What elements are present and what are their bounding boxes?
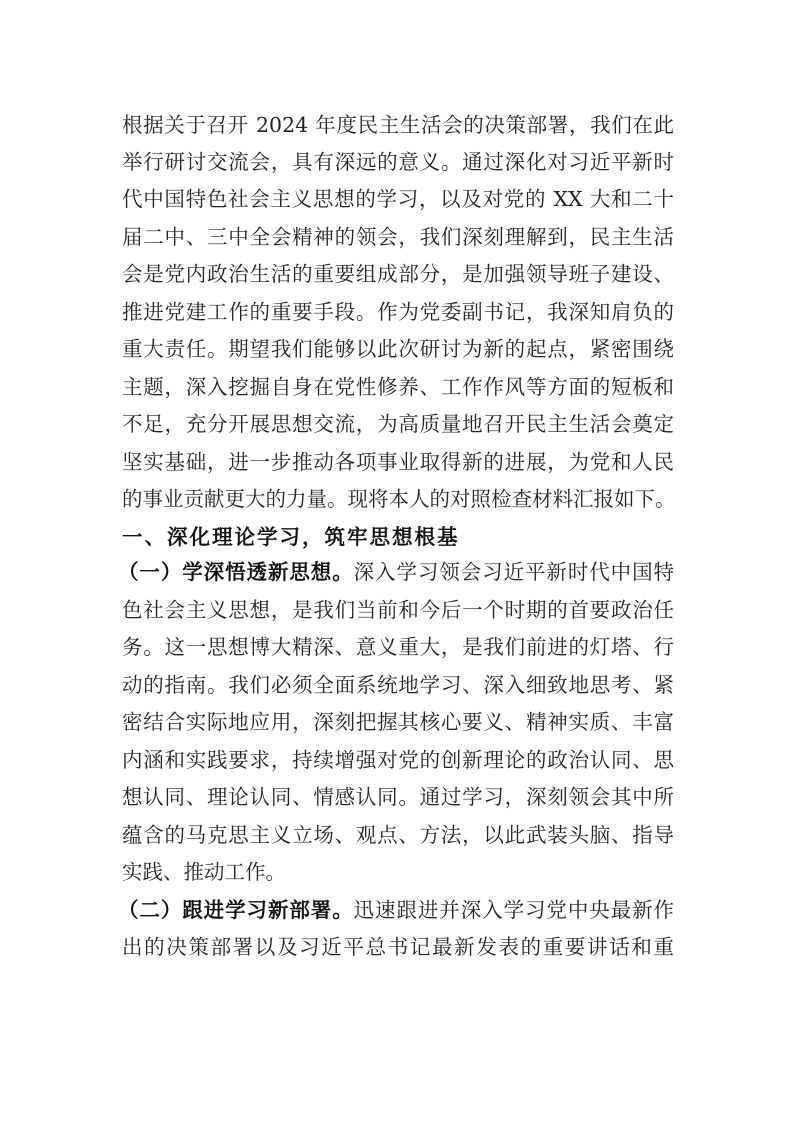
intro-line: 代中国特色社会主义思想的学习，以及对党的 XX 大和二十 — [122, 187, 674, 211]
body-line: 色社会主义思想，是我们当前和今后一个时期的首要政治任 — [122, 598, 674, 622]
intro-line: 不足，充分开展思想交流，为高质量地召开民主生活会奠定 — [122, 412, 674, 436]
subsection-first-line — [118, 895, 674, 925]
subsection-first-line — [118, 557, 674, 587]
subsection-title: （一）学深悟透新思想。 — [118, 560, 354, 584]
body-line: 内涵和实践要求，持续增强对党的创新理论的政治认同、思 — [122, 748, 674, 772]
intro-line: 重大责任。期望我们能够以此次研讨为新的起点，紧密围绕 — [122, 337, 674, 361]
body-line: 出的决策部署以及习近平总书记最新发表的重要讲话和重 — [122, 935, 674, 959]
intro-line: 坚实基础，进一步推动各项事业取得新的进展，为党和人民 — [122, 450, 674, 474]
body-line: 动的指南。我们必须全面系统地学习、深入细致地思考、紧 — [122, 673, 674, 697]
body-line: 务。这一思想博大精深、意义重大，是我们前进的灯塔、行 — [122, 635, 674, 659]
intro-line: 会是党内政治生活的重要组成部分，是加强领导班子建设、 — [122, 262, 674, 286]
intro-line: 主题，深入挖掘自身在党性修养、工作作风等方面的短板和 — [122, 375, 674, 399]
subsection-text: 深入学习领会习近平新时代中国特 — [353, 560, 675, 584]
section-heading: 一、深化理论学习，筑牢思想根基 — [122, 525, 460, 549]
intro-line: 举行研讨交流会，具有深远的意义。通过深化对习近平新时 — [122, 150, 674, 174]
subsection-text: 迅速跟进并深入学习党中央最新作 — [353, 898, 675, 922]
intro-line: 推进党建工作的重要手段。作为党委副书记，我深知肩负的 — [122, 300, 674, 324]
body-line: 实践、推动工作。 — [122, 860, 286, 884]
intro-line: 的事业贡献更大的力量。现将本人的对照检查材料汇报如下。 — [122, 487, 676, 511]
body-line: 密结合实际地应用，深刻把握其核心要义、精神实质、丰富 — [122, 710, 674, 734]
intro-line: 根据关于召开 2024 年度民主生活会的决策部署，我们在此 — [122, 113, 674, 137]
body-line: 蕴含的马克思主义立场、观点、方法，以此武装头脑、指导 — [122, 823, 674, 847]
body-line: 想认同、理论认同、情感认同。通过学习，深刻领会其中所 — [122, 785, 674, 809]
intro-line: 届二中、三中全会精神的领会，我们深刻理解到，民主生活 — [122, 225, 674, 249]
subsection-title: （二）跟进学习新部署。 — [118, 898, 354, 922]
